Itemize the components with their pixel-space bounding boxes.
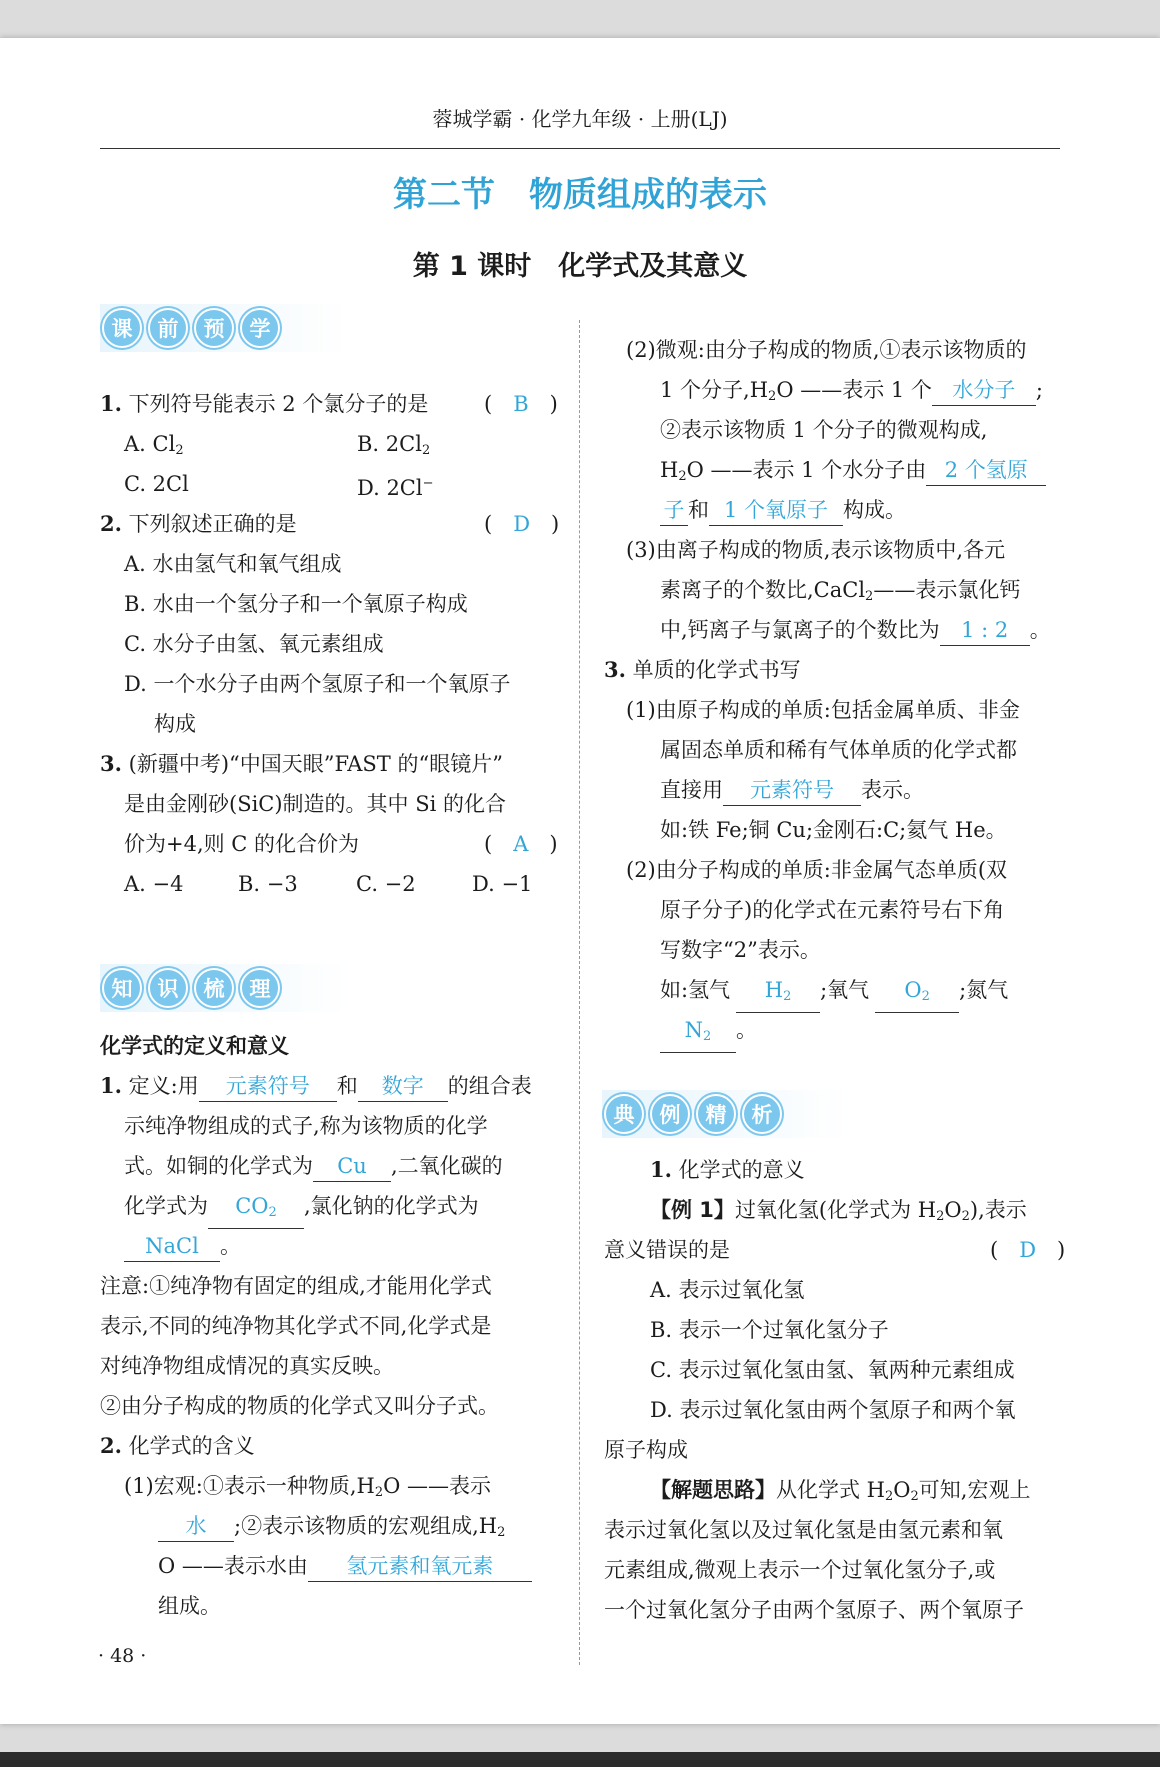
textbook-page: [0, 38, 1160, 1724]
fill-blank: $H_2$: [736, 975, 820, 1013]
fill-blank: 2 个氢原: [926, 455, 1046, 486]
k1-line-4: 化学式为 $CO_2$ ,氯化钠的化学式为: [124, 1186, 479, 1229]
fill-blank: 1 个氧原子: [709, 495, 843, 526]
note-line: 表示,不同的纯净物其化学式不同,化学式是: [100, 1314, 492, 1338]
micro-line-3: ②表示该物质 1 个分子的微观构成,: [660, 418, 988, 442]
k2-line-3: O ——表示水由 氢元素和氧元素: [158, 1546, 532, 1586]
badge-char: 课: [102, 308, 142, 348]
example-line-2: 意义错误的是: [604, 1238, 730, 1262]
solution-line: 表示过氧化氢以及过氧化氢是由氢元素和氧: [604, 1518, 1003, 1542]
answer-paren: ( B ): [484, 392, 558, 416]
micro-line-1: (2)微观:由分子构成的物质,①表示该物质的: [626, 338, 1027, 362]
answer-paren: ( D ): [990, 1238, 1066, 1262]
question-1: [100, 384, 428, 424]
fill-blank: $O_2$: [875, 975, 959, 1013]
fill-blank: NaCl: [124, 1231, 220, 1262]
option-c: C. 2Cl: [124, 472, 189, 496]
fill-blank: $N_2$: [660, 1015, 736, 1053]
badge-char: 知: [102, 968, 142, 1008]
option-b: B. $2Cl_2$: [357, 432, 431, 458]
elemental-line: 直接用 元素符号 表示。: [660, 770, 924, 810]
k2-line-1: (1)宏观:①表示一种物质$,H_2O$ ——表示: [124, 1474, 491, 1500]
header-rule: [100, 148, 1060, 149]
answer-paren: ( D ): [484, 512, 560, 536]
option-d: D. 一个水分子由两个氢原子和一个氧原子: [124, 672, 511, 696]
page-number: · 48 ·: [98, 1645, 147, 1667]
fill-blank: $CO_2$: [208, 1191, 304, 1229]
badge-char: 例: [650, 1094, 690, 1134]
badge-char: 识: [148, 968, 188, 1008]
option-a: A. −4: [124, 872, 184, 896]
option-a: A. 表示过氧化氢: [650, 1278, 805, 1302]
badge-char: 理: [240, 968, 280, 1008]
solution-line: 元素组成,微观上表示一个过氧化氢分子,或: [604, 1558, 996, 1582]
elemental-line: $N_2$ 。: [660, 1010, 757, 1053]
badge-char: 梳: [194, 968, 234, 1008]
option-d: D. 2Cl−: [357, 476, 434, 500]
question-3-line: 价为+4,则 C 的化合价为: [124, 832, 360, 856]
column-divider: [579, 320, 580, 1665]
k1-line-5: NaCl 。: [124, 1226, 241, 1266]
solution-line-1: 【解题思路】从化学式 $H_2O_2$可知,宏观上: [650, 1478, 1031, 1504]
answer: D: [1019, 1238, 1037, 1262]
question-3: 3. (新疆中考)“中国天眼”FAST 的“眼镜片”: [100, 751, 503, 776]
k2-line-2: 水 ;②表示该物质的宏观组成$,H_2$: [124, 1506, 505, 1553]
fill-blank: 氢元素和氧元素: [308, 1551, 532, 1582]
k1-line-2: 示纯净物组成的式子,称为该物质的化学: [124, 1114, 488, 1138]
elemental-line: (1)由原子构成的单质:包括金属单质、非金: [626, 698, 1020, 722]
option-d-cont: 构成: [154, 712, 196, 736]
lesson-title: 第 1 课时 化学式及其意义: [412, 251, 748, 282]
note-line: ②由分子构成的物质的化学式又叫分子式。: [100, 1394, 499, 1418]
answer-paren: ( A ): [484, 832, 558, 856]
q-number: 1.: [100, 391, 122, 416]
badge-char: 析: [742, 1094, 782, 1134]
option-c: C. −2: [356, 872, 416, 896]
badge-char: 典: [604, 1094, 644, 1134]
q-stem: 下列符号能表示 2 个氯分子的是: [128, 392, 429, 416]
ion-line-3: 中,钙离子与氯离子的个数比为 1 : 2 。: [660, 610, 1051, 650]
fill-blank: 子: [660, 495, 688, 526]
micro-line-5: 子 和 1 个氧原子 构成。: [660, 490, 906, 530]
k2-line-4: 组成。: [158, 1594, 221, 1618]
option-a: A. 水由氢气和氧气组成: [124, 552, 342, 576]
fill-blank: 元素符号: [723, 775, 861, 806]
answer: B: [513, 392, 529, 416]
option-b: B. 表示一个过氧化氢分子: [650, 1318, 889, 1342]
badge-char: 预: [194, 308, 234, 348]
ion-line-2: 素离子的个数比,CaCl$_2$——表示氯化钙: [660, 578, 1021, 604]
elemental-line: 写数字“2”表示。: [660, 938, 821, 962]
badge-char: 精: [696, 1094, 736, 1134]
solution-line: 一个过氧化氢分子由两个氢原子、两个氧原子: [604, 1598, 1024, 1622]
micro-line-4: $H_2O$ ——表示 1 个水分子由 2 个氢原: [660, 450, 1046, 497]
badge-knowledge: [102, 968, 280, 1008]
fill-blank: 水: [158, 1511, 234, 1542]
micro-line-2: 1 个分子$,H_2O$ ——表示 1 个 水分子 ;: [660, 370, 1043, 417]
k2-title: 2. 化学式的含义: [100, 1433, 255, 1458]
knowledge-heading: 化学式的定义和意义: [100, 1034, 289, 1058]
fill-blank: 1 : 2: [940, 615, 1030, 646]
example-line-1: 【例 1】过氧化氢(化学式为 $H_2O_2$),表示: [650, 1198, 1027, 1224]
elemental-line: 原子分子)的化学式在元素符号右下角: [660, 898, 1005, 922]
option-b: B. 水由一个氢分子和一个氧原子构成: [124, 592, 468, 616]
option-a: A. $Cl_2$: [124, 432, 184, 458]
fill-blank: 水分子: [932, 375, 1036, 406]
option-c: C. 水分子由氢、氧元素组成: [124, 632, 384, 656]
fill-blank: 元素符号: [199, 1071, 337, 1102]
answer: D: [513, 512, 531, 536]
badge-char: 学: [240, 308, 280, 348]
k1-line-3: 式。如铜的化学式为 Cu ,二氧化碳的: [124, 1146, 503, 1186]
question-3-line: 是由金刚砂(SiC)制造的。其中 Si 的化合: [124, 792, 507, 816]
badge-preview: [102, 308, 280, 348]
elemental-line: 属固态单质和稀有气体单质的化学式都: [660, 738, 1017, 762]
note-line: 对纯净物组成情况的真实反映。: [100, 1354, 394, 1378]
bottom-bar: [0, 1752, 1160, 1767]
ion-line-1: (3)由离子构成的物质,表示该物质中,各元: [626, 538, 1006, 562]
fill-blank: 数字: [358, 1071, 448, 1102]
note-line: 注意:①纯净物有固定的组成,才能用化学式: [100, 1274, 492, 1298]
running-title: 蓉城学霸 · 化学九年级 · 上册(LJ): [432, 107, 728, 131]
elemental-line: 如:铁 Fe;铜 Cu;金刚石:C;氦气 He。: [660, 818, 1007, 842]
elemental-title: 3. 单质的化学式书写: [604, 657, 801, 682]
elemental-line: (2)由分子构成的单质:非金属气态单质(双: [626, 858, 1008, 882]
section-title: 第二节 物质组成的表示: [393, 175, 767, 215]
example-topic: 1. 化学式的意义: [650, 1157, 805, 1182]
badge-char: 前: [148, 308, 188, 348]
badge-examples: [604, 1094, 782, 1134]
k1-line-1: 1. 定义:用 元素符号 和 数字 的组合表: [100, 1066, 532, 1106]
option-d: D. −1: [472, 872, 533, 896]
option-b: B. −3: [238, 872, 298, 896]
option-d: D. 表示过氧化氢由两个氢原子和两个氧: [650, 1398, 1016, 1422]
answer: A: [513, 832, 529, 856]
fill-blank: Cu: [313, 1151, 391, 1182]
option-c: C. 表示过氧化氢由氢、氧两种元素组成: [650, 1358, 1015, 1382]
elemental-line: 如:氢气 $H_2$ ;氧气 $O_2$ ;氮气: [660, 970, 1008, 1013]
option-d-cont: 原子构成: [604, 1438, 688, 1462]
question-2: 2. 下列叙述正确的是: [100, 511, 297, 536]
